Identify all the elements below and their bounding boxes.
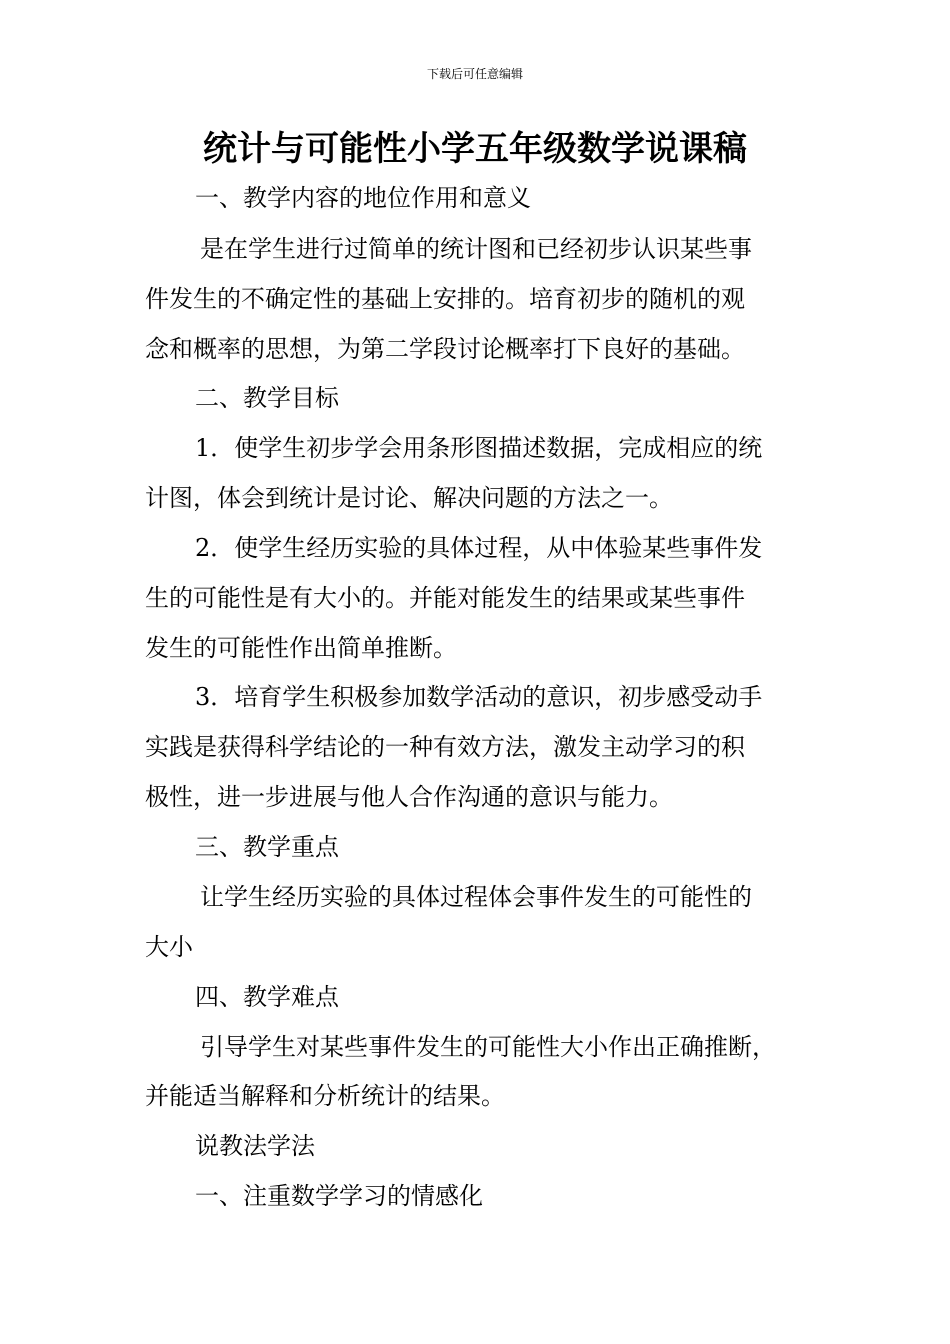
paragraph-line: 大小 xyxy=(145,933,193,961)
section-heading-4: 四、教学难点 xyxy=(195,983,339,1011)
paragraph-line: 件发生的不确定性的基础上安排的。培育初步的随机的观 xyxy=(145,285,745,313)
section-heading-5: 说教法学法 xyxy=(195,1132,315,1160)
section-heading-3: 三、教学重点 xyxy=(195,833,339,861)
document-title: 统计与可能性小学五年级数学说课稿 xyxy=(203,129,747,169)
paragraph-line: 1．使学生初步学会用条形图描述数据，完成相应的统 xyxy=(195,434,763,462)
paragraph-line: 并能适当解释和分析统计的结果。 xyxy=(145,1082,505,1110)
section-heading-6: 一、注重数学学习的情感化 xyxy=(195,1182,483,1210)
paragraph-line: 引导学生对某些事件发生的可能性大小作出正确推断， xyxy=(200,1033,776,1061)
page-header-note: 下载后可任意编辑 xyxy=(426,67,523,81)
paragraph-line: 发生的可能性作出简单推断。 xyxy=(145,634,457,662)
paragraph-line: 是在学生进行过简单的统计图和已经初步认识某些事 xyxy=(200,235,752,263)
paragraph-line: 让学生经历实验的具体过程体会事件发生的可能性的 xyxy=(200,883,752,911)
section-heading-1: 一、教学内容的地位作用和意义 xyxy=(195,184,531,212)
paragraph-line: 念和概率的思想，为第二学段讨论概率打下良好的基础。 xyxy=(145,335,745,363)
paragraph-line: 极性，进一步进展与他人合作沟通的意识与能力。 xyxy=(145,783,673,811)
paragraph-line: 3．培育学生积极参加数学活动的意识，初步感受动手 xyxy=(195,683,763,711)
paragraph-line: 实践是获得科学结论的一种有效方法，激发主动学习的积 xyxy=(145,733,745,761)
paragraph-line: 生的可能性是有大小的。并能对能发生的结果或某些事件 xyxy=(145,584,745,612)
section-heading-2: 二、教学目标 xyxy=(195,384,339,412)
paragraph-line: 计图，体会到统计是讨论、解决问题的方法之一。 xyxy=(145,484,673,512)
paragraph-line: 2．使学生经历实验的具体过程，从中体验某些事件发 xyxy=(195,534,763,562)
